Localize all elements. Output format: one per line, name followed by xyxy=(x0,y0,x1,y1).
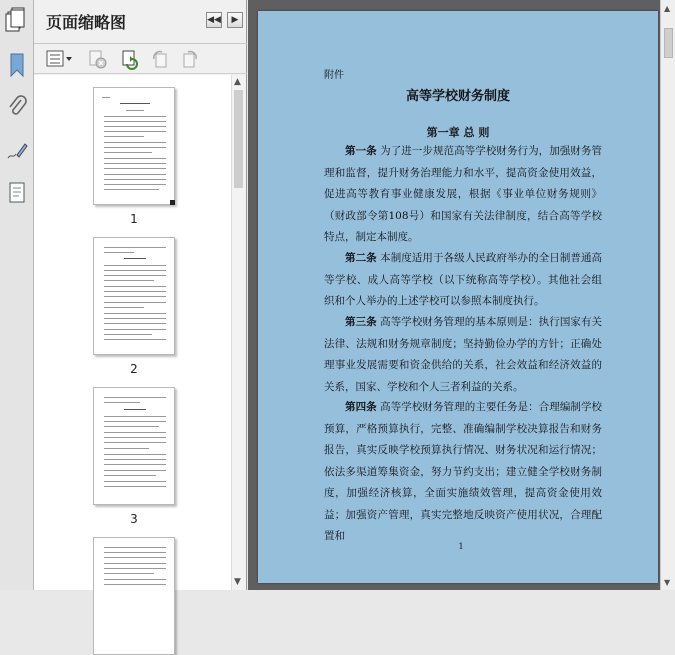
document-viewport xyxy=(248,0,660,590)
scrollbar-thumb[interactable] xyxy=(234,90,243,188)
thumbnails-panel-icon xyxy=(4,8,28,38)
next-panel-button[interactable] xyxy=(227,12,243,28)
scroll-down-icon[interactable]: ▼ xyxy=(664,578,671,587)
panel-header xyxy=(34,0,247,44)
page-thumbnail-1[interactable] xyxy=(93,87,175,205)
attachment-paperclip-icon[interactable] xyxy=(5,94,29,120)
article-label: 第二条 xyxy=(345,252,377,264)
article-3 xyxy=(324,312,602,398)
attachment-label: 附件 xyxy=(324,70,344,81)
delete-page-icon xyxy=(88,49,108,69)
page-thumbnail-3[interactable] xyxy=(93,387,175,505)
collapse-panel-button[interactable] xyxy=(206,12,222,28)
thumbnail-label: 2 xyxy=(130,362,138,376)
options-list-icon xyxy=(46,50,74,68)
thumbnail-scrollbar[interactable] xyxy=(231,75,245,590)
bookmark-icon[interactable] xyxy=(5,52,29,78)
article-text: 高等学校财务管理的主要任务是：合理编制学校预算，严格预算执行，完整、准确编制学校决算报告和财务报告，真实反映学校预算执行情况、财务状况和运行情况；依法多渠道筹集资金，努力节约支出；建立健全学校财务制度，加强经济核算，全面实施绩效管理，提高资金使用效益；加强资产管理，真实完整地反映资产使用状况，合理配置和 xyxy=(324,401,603,542)
content-layers-icon[interactable] xyxy=(5,180,29,206)
article-text: 高等学校财务管理的基本原则是：执行国家有关法律、法规和财务规章制度；坚持勤俭办学的方针；正确处理事业发展需要和资金供给的关系，社会效益和经济效益的关系，国家、学校和个人三者利益的关系。 xyxy=(324,316,603,393)
navigation-rail xyxy=(0,0,34,590)
page-thumbnail-2[interactable] xyxy=(93,237,175,355)
thumbnail-label: 1 xyxy=(130,212,138,226)
delete-pages-button[interactable] xyxy=(88,49,108,69)
article-text: 本制度适用于各级人民政府举办的全日制普通高等学校、成人高等学校（以下统称高等学校）。其他社会组织和个人举办的上述学校可以参照本制度执行。 xyxy=(324,252,603,307)
chapter-heading: 第一章 总 则 xyxy=(426,126,490,139)
rotate-left-icon xyxy=(150,49,170,69)
document-page xyxy=(258,11,658,583)
rotate-right-icon xyxy=(180,49,200,69)
replace-page-icon xyxy=(120,49,140,69)
article-1 xyxy=(324,141,602,249)
scroll-up-icon[interactable]: ▲ xyxy=(664,4,671,13)
article-4 xyxy=(324,397,603,542)
article-label: 第四条 xyxy=(345,401,377,413)
page-thumbnails-panel xyxy=(34,0,247,590)
thumbnail-list xyxy=(34,75,231,590)
page-thumbnail-4[interactable] xyxy=(93,537,175,655)
article-2 xyxy=(324,248,602,313)
double-chevron-left-icon: ◀◀ xyxy=(207,15,221,25)
thumbnail-label: 3 xyxy=(130,512,138,526)
panel-title: 页面缩略图 xyxy=(46,13,127,32)
article-label: 第一条 xyxy=(345,145,377,157)
replace-pages-button[interactable] xyxy=(120,49,140,69)
rotate-counterclockwise-button[interactable] xyxy=(150,49,170,69)
signature-pen-icon[interactable] xyxy=(5,138,29,164)
scroll-down-icon[interactable]: ▼ xyxy=(234,577,241,587)
scrollbar-thumb[interactable] xyxy=(664,28,673,58)
article-text: 为了进一步规范高等学校财务行为，加强财务管理和监督，提升财务治理能力和水平，提高资金使用效益，促进高等教育事业健康发展，根据《事业单位财务规则》（财政部令第108号）和国家有关法律制度，结合高等学校特点，制定本制度。 xyxy=(324,145,603,243)
scroll-up-icon[interactable]: ▲ xyxy=(234,77,241,87)
article-label: 第三条 xyxy=(345,316,377,328)
options-menu-button[interactable] xyxy=(46,49,74,69)
document-scrollbar[interactable] xyxy=(660,0,675,590)
rotate-clockwise-button[interactable] xyxy=(180,49,200,69)
chevron-right-icon: ▶ xyxy=(231,15,239,25)
document-title: 高等学校财务制度 xyxy=(405,89,510,104)
thumbnail-toolbar xyxy=(34,44,247,74)
page-number: 1 xyxy=(458,542,464,551)
